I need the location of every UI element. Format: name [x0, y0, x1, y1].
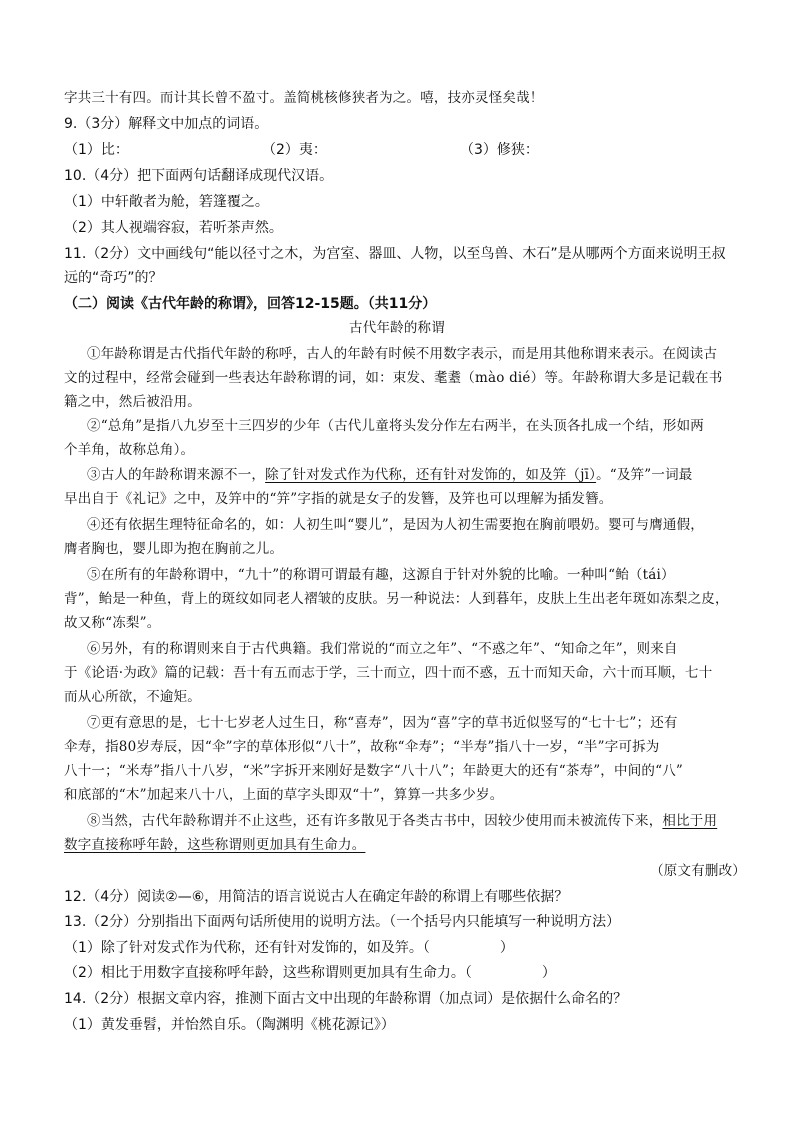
paragraph-6-line-3: 而从心所欲，不逾矩。 [64, 689, 201, 705]
paragraph-8-underlined-start: 相比于用 [662, 813, 718, 829]
paragraph-8-text-a: ⑧当然，古代年龄称谓并不止这些，还有许多散见于各类古书中，因较少使用而未被流传下来， [87, 813, 663, 829]
paragraph-1-line-3: 籍之中，然后被沿用。 [64, 394, 201, 410]
question-9-blank-2: （2）夷： [262, 142, 327, 158]
question-9-blank-3: （3）修狭： [460, 142, 539, 158]
paragraph-3-line-1 [87, 465, 692, 485]
paragraph-1-line-2: 文的过程中，经常会碰到一些表达年龄称谓的词，如：束发、耄耋（mào dié）等。年龄称谓大多是记载在书 [64, 370, 723, 386]
paragraph-7-line-4: 和底部的“木”加起来八十八，上面的草字头即双“十”，算算一共多少岁。 [64, 787, 504, 803]
question-10-stem: 10.（4分）把下面两句话翻译成现代汉语。 [64, 168, 334, 184]
question-13-item-2: （2）相比于用数字直接称呼年龄，这些称谓则更加具有生命力。（ ） [64, 965, 556, 981]
question-11-line-1: 11.（2分）文中画线句“能以径寸之木，为宫室、器皿、人物，以至鸟兽、木石”是从哪两个方面来说明王叔 [64, 246, 726, 262]
question-10-sentence-1: （1）中轩敞者为舱，箬篷覆之。 [64, 194, 269, 210]
paragraph-7-line-3: 八十一；“米寿”指八十八岁，“米”字拆开来刚好是数字“八十八”；年龄更大的还有“茶寿”，中间的“八” [64, 763, 684, 779]
question-13-item-1: （1）除了针对发式作为代称，还有针对发饰的，如及笄。（ ） [64, 940, 514, 956]
paragraph-3-text-b: 。“及笄”一词最 [596, 467, 693, 483]
paragraph-2-line-1: ②“总角”是指八九岁至十三四岁的少年（古代儿童将头发分作左右两半，在头顶各扎成一个结，形如两 [87, 418, 705, 434]
paragraph-8-line-2 [64, 835, 365, 855]
paragraph-6-line-1: ⑥另外，有的称谓则来自于古代典籍。我们常说的“而立之年”、“不惑之年”、“知命之年”，则来自 [87, 641, 678, 657]
paragraph-1-line-1: ①年龄称谓是古代指代年龄的称呼，古人的年龄有时候不用数字表示，而是用其他称谓来表示。在阅读古 [87, 346, 718, 362]
question-10-sentence-2: （2）其人视端容寂，若听茶声然。 [64, 220, 283, 236]
question-12-stem: 12.（4分）阅读②—⑥，用简洁的语言说说古人在确定年龄的称谓上有哪些依据？ [64, 889, 569, 905]
paragraph-3-line-2: 早出自于《礼记》之中，及笄中的“笄”字指的就是女子的发簪，及笄也可以理解为插发簪。 [64, 491, 613, 507]
question-9-blank-1: （1）比： [64, 142, 129, 158]
question-13-stem: 13.（2分）分别指出下面两句话所使用的说明方法。（一个括号内只能填写一种说明方法） [64, 914, 621, 930]
paragraph-7-line-2: 伞寿，指80岁寿辰，因“伞”字的草体形似“八十”，故称“伞寿”；“半寿”指八十一岁，“半”字可拆为 [64, 739, 660, 755]
question-9-stem: 9.（3分）解释文中加点的词语。 [64, 116, 269, 132]
paragraph-8-line-1 [87, 811, 717, 831]
paragraph-5-line-1: ⑤在所有的年龄称谓中，“九十”的称谓可谓最有趣，这源自于针对外貌的比喻。一种叫“鲐（tái） [87, 567, 675, 583]
section-2-heading: （二）阅读《古代年龄的称谓》，回答12-15题。（共11分） [64, 296, 437, 312]
source-note: （原文有删改） [650, 863, 746, 879]
paragraph-3-text-a: ③古人的年龄称谓来源不一， [87, 467, 266, 483]
passage-closing-line: 字共三十有四。而计其长曾不盈寸。盖简桃核修狭者为之。嘻，技亦灵怪矣哉！ [64, 90, 544, 106]
question-14-stem: 14.（2分）根据文章内容，推测下面古文中出现的年龄称谓（加点词）是依据什么命名的？ [64, 991, 628, 1007]
question-14-item-1: （1）黄发垂髫，并怡然自乐。（陶渊明《桃花源记》） [64, 1017, 395, 1033]
paragraph-7-line-1: ⑦更有意思的是，七十七岁老人过生日，称“喜寿”，因为“喜”字的草书近似竖写的“七十七”；还有 [87, 715, 678, 731]
paragraph-8-underlined-end: 数字直接称呼年龄，这些称谓则更加具有生命力。 [64, 837, 366, 853]
paragraph-4-line-2: 膺者胸也，婴儿即为抱在胸前之儿。 [64, 541, 284, 557]
paragraph-4-line-1: ④还有依据生理特征命名的，如：人初生叫“婴儿”，是因为人初生需要抱在胸前喂奶。婴可与膺通假， [87, 517, 705, 533]
paragraph-2-line-2: 个羊角，故称总角）。 [64, 442, 195, 458]
paragraph-3-underlined-sentence: 除了针对发式作为代称，还有针对发饰的，如及笄（jī） [265, 467, 597, 483]
question-11-line-2: 远的“奇巧”的？ [64, 270, 163, 286]
paragraph-6-line-2: 于《论语·为政》篇的记载：吾十有五而志于学，三十而立，四十而不惑，五十而知天命，六十而耳顺，七十 [64, 665, 713, 681]
paragraph-5-line-3: 故又称“冻梨”。 [64, 615, 161, 631]
article-title: 古代年龄的称谓 [349, 320, 445, 336]
paragraph-5-line-2: 背”，鲐是一种鱼，背上的斑纹如同老人褶皱的皮肤。另一种说法：人到暮年，皮肤上生出老年斑如冻梨之皮， [64, 591, 729, 607]
